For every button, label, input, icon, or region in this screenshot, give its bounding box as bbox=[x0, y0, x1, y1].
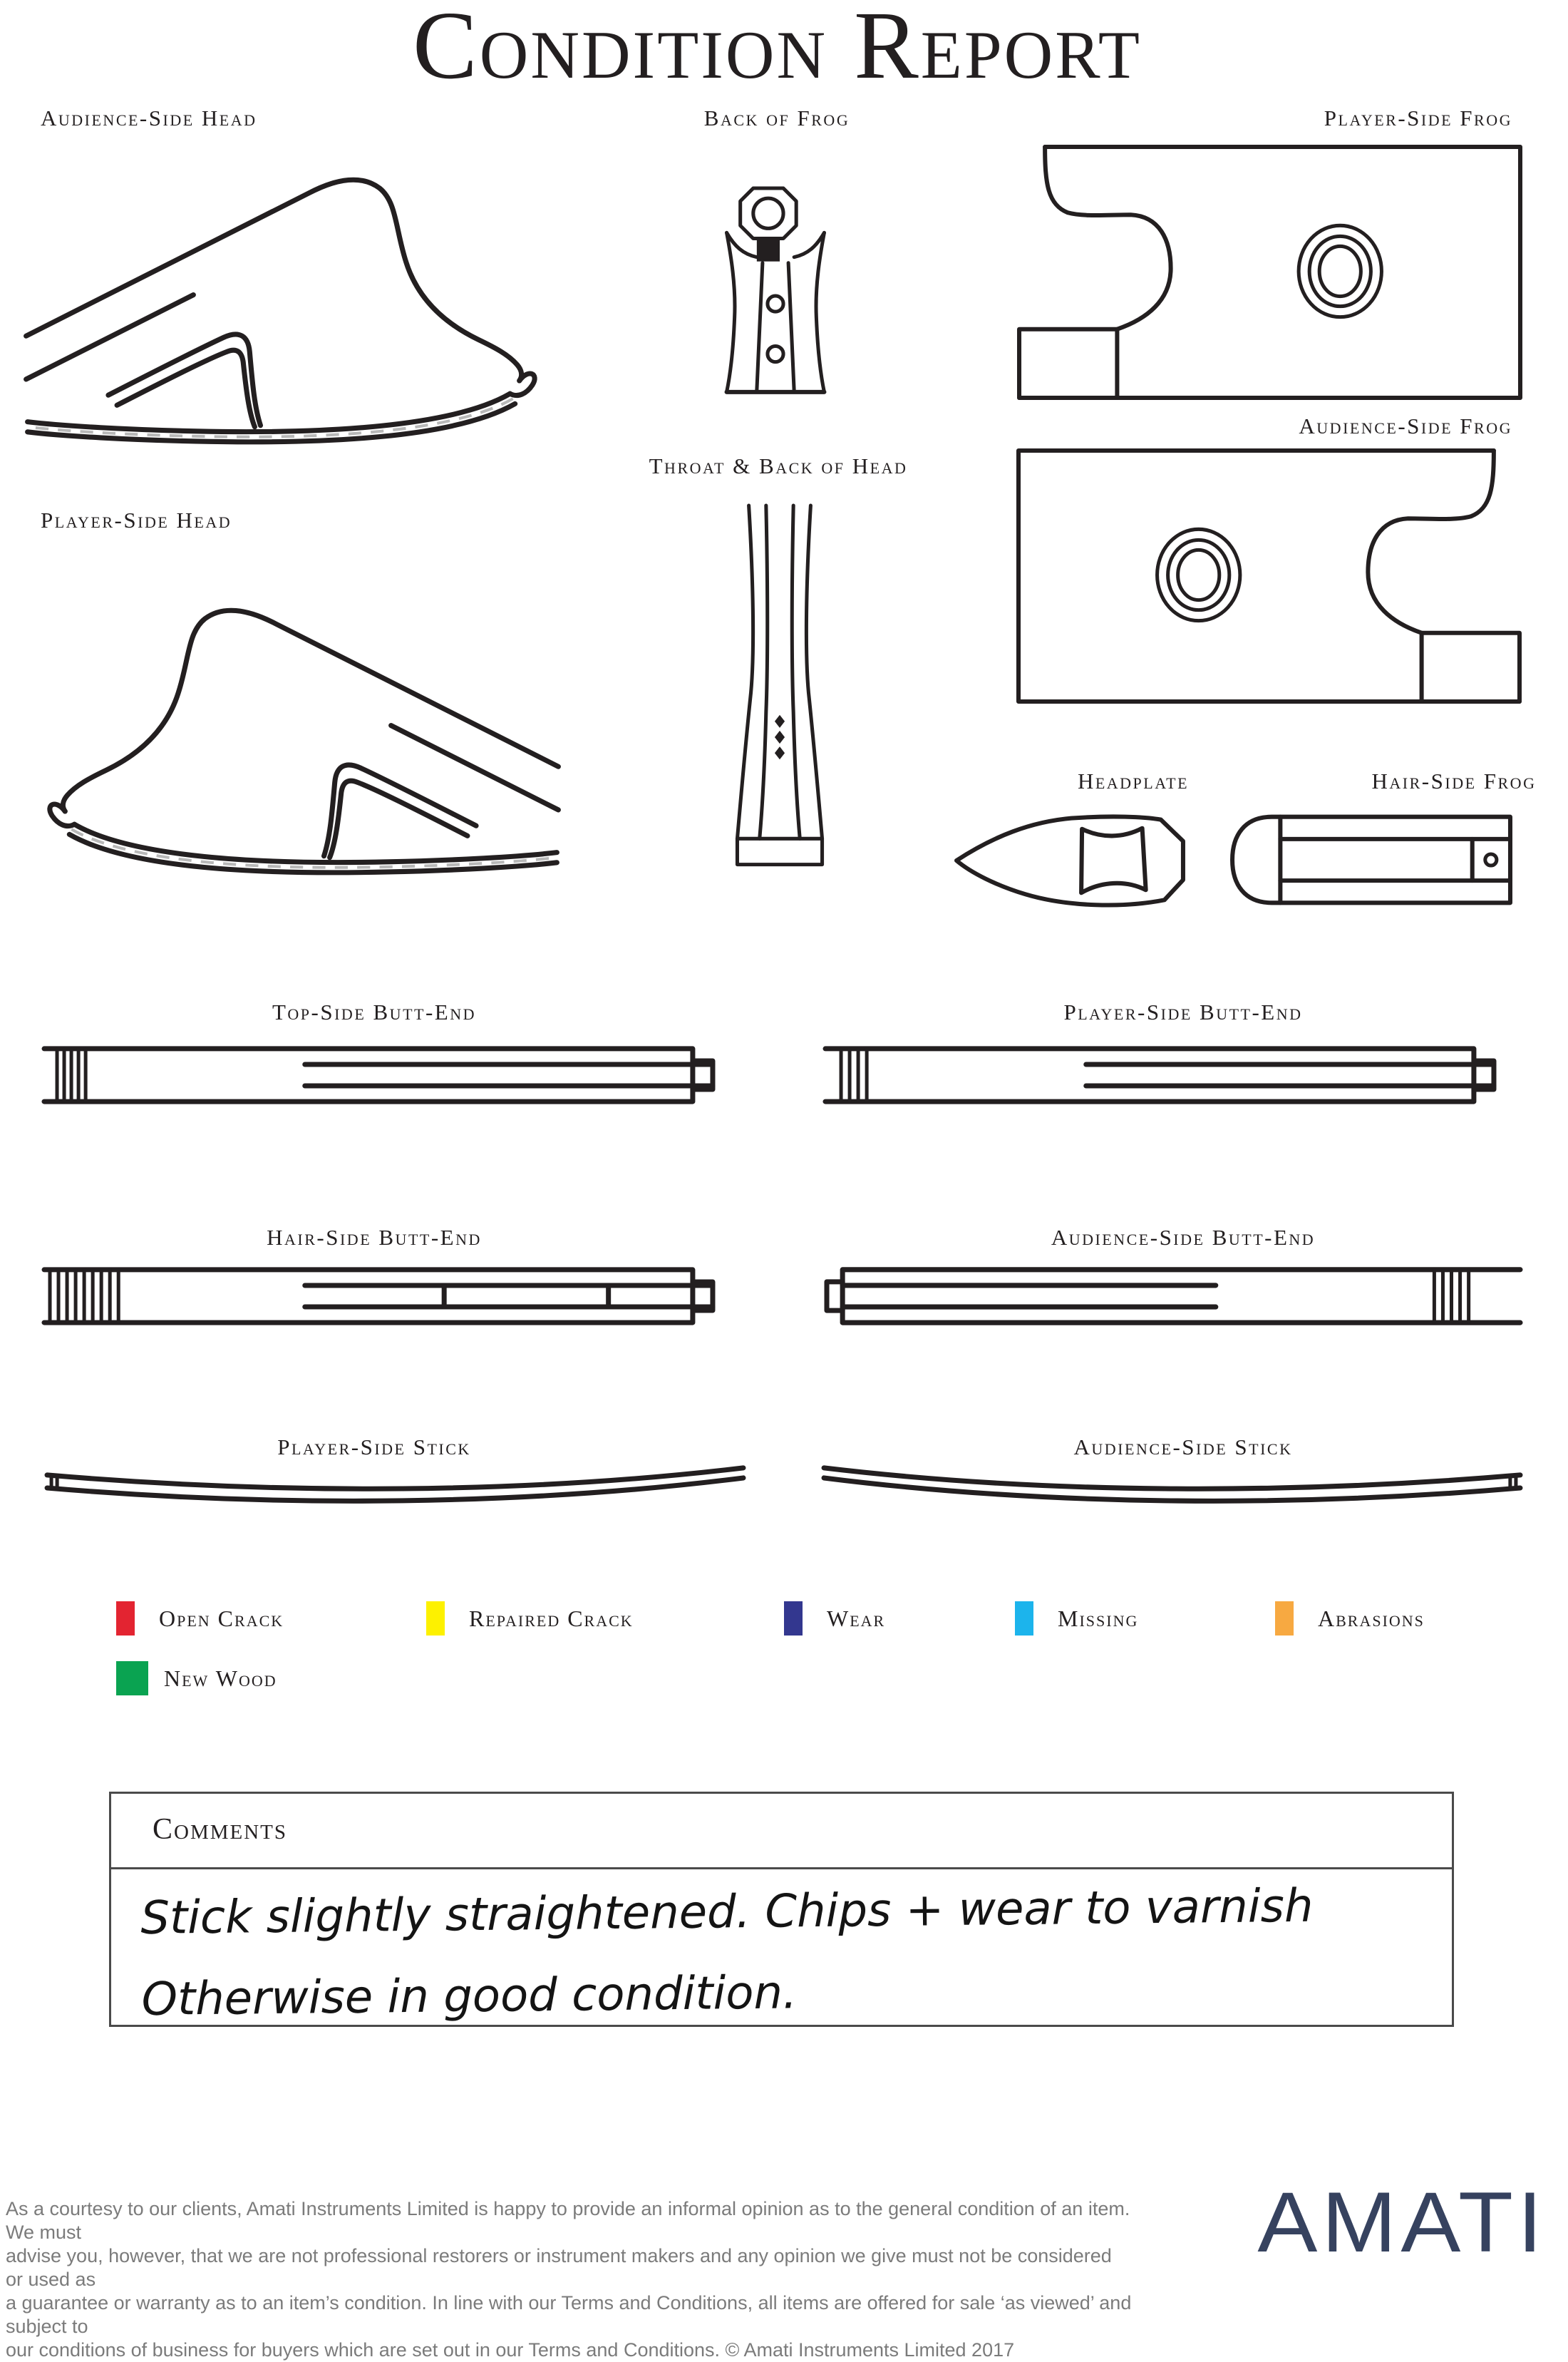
handwritten-line: Stick slightly straightened. Chips + wear to varnish bbox=[140, 1879, 1314, 1945]
audience-side-head-drawing bbox=[21, 140, 563, 443]
legend-item-repaired-crack bbox=[426, 1601, 634, 1636]
label-throat-back-of-head: Throat & Back of Head bbox=[649, 453, 908, 478]
legend-label: Repaired Crack bbox=[469, 1605, 634, 1631]
headplate-drawing bbox=[952, 806, 1189, 914]
footer-line: As a courtesy to our clients, Amati Instruments Limited is happy to provide an informal opinion as to the general condition of an item. We must bbox=[6, 2198, 1130, 2243]
legend-item-wear bbox=[784, 1601, 885, 1636]
throat-ornaments bbox=[775, 715, 785, 760]
audience-side-frog-drawing bbox=[1015, 448, 1524, 704]
new-wood-swatch bbox=[116, 1661, 148, 1695]
label-player-side-head: Player-Side Head bbox=[41, 508, 232, 533]
label-top-side-butt-end: Top-Side Butt-End bbox=[272, 1000, 476, 1025]
label-hair-side-butt-end: Hair-Side Butt-End bbox=[267, 1225, 482, 1250]
repaired-crack-swatch bbox=[426, 1601, 445, 1636]
footer-line: our conditions of business for buyers which are set out in our Terms and Conditions. © Amati Instruments Limited 2017 bbox=[6, 2339, 1015, 2361]
label-hair-side-frog: Hair-Side Frog bbox=[1371, 769, 1537, 794]
label-player-side-butt-end: Player-Side Butt-End bbox=[1063, 1000, 1303, 1025]
wear-swatch bbox=[784, 1601, 803, 1636]
open-crack-swatch bbox=[116, 1601, 135, 1636]
footer-disclaimer bbox=[6, 2197, 1132, 2362]
handwritten-line: Otherwise in good condition. bbox=[141, 1966, 798, 2026]
player-side-head-drawing bbox=[21, 570, 563, 873]
legend-label: New Wood bbox=[164, 1665, 277, 1691]
footer-line: a guarantee or warranty as to an item’s condition. In line with our Terms and Conditions, all items are offered for sale ‘as viewed’ and subject to bbox=[6, 2292, 1132, 2337]
player-side-stick-drawing bbox=[40, 1463, 749, 1507]
player-side-butt-end-drawing bbox=[825, 1042, 1504, 1108]
page-title: Condition Report bbox=[413, 0, 1142, 99]
legend-item-new-wood bbox=[116, 1661, 277, 1695]
legend-item-open-crack bbox=[116, 1601, 284, 1636]
label-audience-side-stick: Audience-Side Stick bbox=[1073, 1434, 1293, 1459]
legend-label: Abrasions bbox=[1318, 1605, 1425, 1631]
legend-label: Missing bbox=[1058, 1605, 1139, 1631]
label-audience-side-frog: Audience-Side Frog bbox=[1299, 414, 1512, 438]
label-audience-side-head: Audience-Side Head bbox=[41, 106, 257, 130]
legend-item-abrasions bbox=[1275, 1601, 1425, 1636]
legend-label: Open Crack bbox=[159, 1605, 284, 1631]
top-side-butt-end-drawing bbox=[44, 1042, 723, 1108]
amati-logo: AMATI bbox=[1257, 2174, 1547, 2270]
audience-side-butt-end-drawing bbox=[825, 1263, 1520, 1329]
back-of-frog-drawing bbox=[721, 184, 830, 406]
frog-shank bbox=[757, 238, 780, 261]
hair-side-butt-end-drawing bbox=[44, 1263, 723, 1329]
legend-label: Wear bbox=[827, 1605, 886, 1631]
comments-heading: Comments bbox=[153, 1813, 288, 1846]
label-player-side-frog: Player-Side Frog bbox=[1324, 106, 1512, 130]
label-headplate: Headplate bbox=[1077, 769, 1190, 794]
label-player-side-stick: Player-Side Stick bbox=[277, 1434, 471, 1459]
handwritten-comments bbox=[140, 1864, 1496, 2040]
legend-item-missing bbox=[1015, 1601, 1138, 1636]
label-audience-side-butt-end: Audience-Side Butt-End bbox=[1051, 1225, 1316, 1250]
missing-swatch bbox=[1015, 1601, 1033, 1636]
player-side-frog-drawing bbox=[1015, 144, 1524, 401]
abrasions-swatch bbox=[1275, 1601, 1294, 1636]
audience-side-stick-drawing bbox=[818, 1463, 1527, 1507]
hair-side-frog-drawing bbox=[1227, 813, 1514, 907]
throat-back-of-head-drawing bbox=[733, 503, 827, 892]
label-back-of-frog: Back of Frog bbox=[703, 106, 850, 130]
comments-box bbox=[109, 1792, 1454, 2027]
footer-line: advise you, however, that we are not professional restorers or instrument makers and any opinion we give must not be considered or used as bbox=[6, 2245, 1112, 2290]
